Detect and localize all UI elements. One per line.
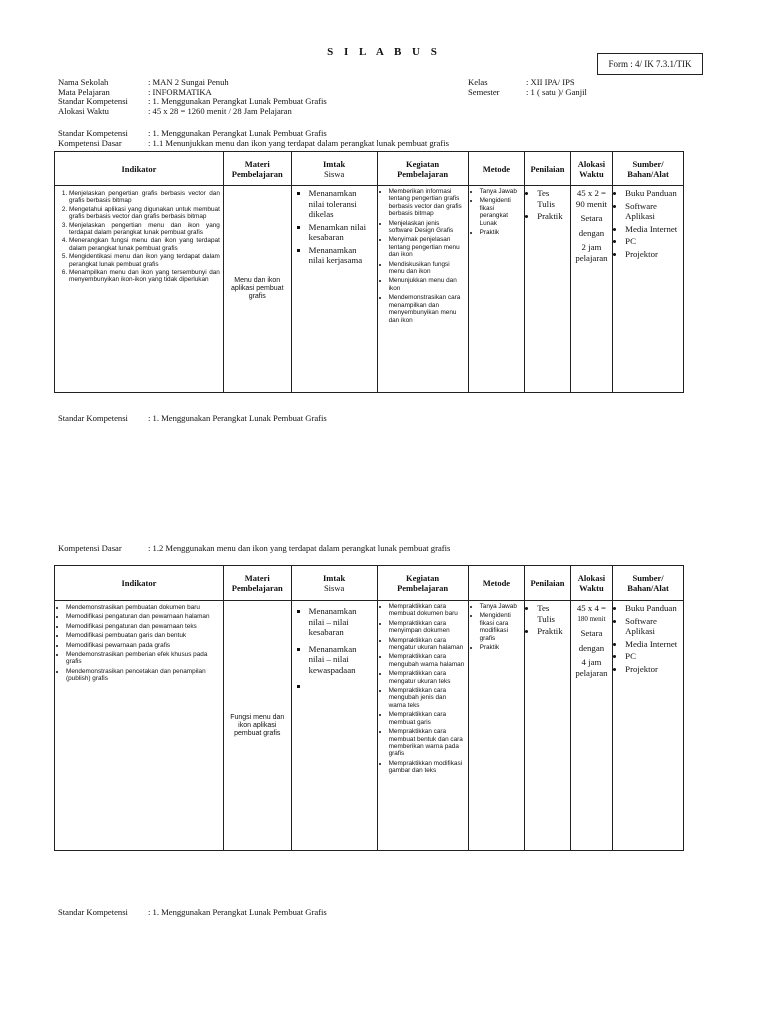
materi-cell: Fungsi menu dan ikon aplikasi pembuat grafis	[223, 601, 291, 851]
imtak-item: ▪ Menanamkan nilai kerjasama	[309, 245, 374, 266]
table2-body-row	[55, 601, 684, 851]
alokasi-line: pelajaran	[575, 667, 608, 678]
penilaian-cell	[525, 186, 571, 393]
penilaian-item: • Tes Tulis	[537, 603, 567, 624]
sumber-item: • PC	[625, 236, 680, 247]
metode-item: • Tanya Jawab	[480, 188, 522, 195]
sk-bottom	[58, 908, 327, 918]
metode-item: • Tanya Jawab	[480, 603, 522, 610]
kegiatan-item: • Menyimak penjelasan tentang pengertian menu dan ikon	[389, 236, 465, 258]
sk-bottom-value: : 1. Menggunakan Perangkat Lunak Pembuat Grafis	[148, 907, 327, 917]
school-info	[58, 78, 327, 116]
alokasi-waktu-label: Alokasi Waktu	[58, 105, 109, 116]
sumber-item: • Media Internet	[625, 224, 680, 235]
imtak-cell	[291, 601, 377, 851]
indikator-item: • Memodifikasi pengaturan dan pewarnaan teks	[66, 623, 220, 630]
penilaian-cell	[525, 601, 571, 851]
sumber-item: • Buku Panduan	[625, 603, 680, 614]
standar-kompetensi-value: : 1. Menggunakan Perangkat Lunak Pembuat Grafis	[148, 96, 327, 107]
materi-cell: Menu dan ikon aplikasi pembuat grafis	[223, 186, 291, 393]
kegiatan-cell	[377, 601, 468, 851]
th-materi: Materi Pembelajaran	[223, 152, 291, 186]
section2-header	[58, 544, 450, 554]
sk-between	[58, 414, 327, 424]
kd1-value: : 1.1 Menunjukkan menu dan ikon yang terdapat dalam perangkat lunak pembuat grafis	[148, 137, 449, 148]
alokasi-line: dengan	[578, 227, 605, 238]
th-alokasi: Alokasi Waktu	[570, 152, 612, 186]
indikator-item: • Mendemonstrasikan pembuatan dokumen baru	[66, 604, 220, 611]
kegiatan-item: • Mempraktikkan cara membuat garis	[389, 711, 465, 726]
imtak-item: ▪ Menanamkan nilai toleransi dikelas	[309, 188, 374, 220]
table2-header-row	[55, 566, 684, 601]
alokasi-line: 45 x 2 =	[576, 188, 607, 198]
sk1-value: : 1. Menggunakan Perangkat Lunak Pembuat Grafis	[148, 128, 327, 138]
th-kegiatan: Kegiatan Pembelajaran	[377, 152, 468, 186]
kegiatan-item: • Mempraktikkan cara mengubah warna halaman	[389, 653, 465, 668]
kegiatan-item: • Mempraktikkan cara mengubah jenis dan warna teks	[389, 687, 465, 709]
imtak-item: ▪ Menanamkan nilai – nilai kesabaran	[309, 606, 374, 638]
metode-cell	[468, 601, 525, 851]
semester-label: Semester	[468, 86, 500, 97]
mata-pelajaran-value: : INFORMATIKA	[148, 86, 212, 97]
alokasi-line: pelajaran	[575, 252, 608, 263]
form-number-box: Form : 4/ IK 7.3.1/TIK	[597, 53, 703, 75]
kegiatan-item: • Mempraktikkan cara membuat dokumen baru	[389, 603, 465, 618]
th-imtak-line1: Imtak	[323, 573, 346, 583]
metode-cell	[468, 186, 525, 393]
kegiatan-item: • Mempraktikkan cara mengatur ukuran halaman	[389, 637, 465, 652]
indikator-item: 2. Mengetahui aplikasi yang digunakan untuk membuat grafis berbasis vector dan grafis berbasis bitmap	[69, 206, 220, 221]
th-imtak-line1: Imtak	[323, 158, 346, 169]
indikator-item: • Mendemonstrasikan pencetakan dan penampilan (publish) grafis	[66, 668, 220, 683]
th-sumber: Sumber/ Bahan/Alat	[613, 566, 684, 601]
indikator-item: • Memodifikasi pembuatan garis dan bentuk	[66, 632, 220, 639]
kelas-value: : XII IPA/ IPS	[526, 77, 575, 87]
indikator-item: 1. Menjelaskan pengertian grafis berbasis vector dan grafis berbasis bitmap	[69, 190, 220, 205]
alokasi-line: Setara	[580, 213, 603, 223]
alokasi-cell	[570, 601, 612, 851]
sumber-item: • Buku Panduan	[625, 188, 680, 199]
kegiatan-cell	[377, 186, 468, 393]
indikator-cell	[55, 186, 224, 393]
metode-item: • Praktik	[480, 229, 522, 236]
imtak-item: ▪ Menamkan nilai kesabaran	[309, 222, 374, 243]
metode-item: • Mengidenti fikasi cara modifikasi grafis	[480, 612, 522, 642]
sumber-item: • Media Internet	[625, 639, 680, 650]
kd2-label: Kompetensi Dasar	[58, 543, 122, 553]
penilaian-item: • Praktik	[537, 211, 567, 222]
alokasi-line: 45 x 4 =	[576, 603, 607, 613]
kegiatan-item: • Mempraktikkan cara mengatur ukuran teks	[389, 670, 465, 685]
indikator-item: • Mendemonstrasikan pemberian efek khusus pada grafis	[66, 651, 220, 666]
table1-header-row	[55, 152, 684, 186]
kegiatan-item: • Mempraktikkan cara menyimpan dokumen	[389, 620, 465, 635]
th-alokasi: Alokasi Waktu	[570, 566, 612, 601]
indikator-item: 6. Menampilkan menu dan ikon yang tersembunyi dan menyembunyikan ikon-ikon yang tidak diperlukan	[69, 269, 220, 284]
standar-kompetensi-label: Standar Kompetensi	[58, 96, 128, 107]
alokasi-line: Setara	[580, 628, 603, 638]
sumber-item: • Software Aplikasi	[625, 201, 680, 222]
kegiatan-item: • Mendemonstrasikan cara menampilkan dan menyembunyikan menu dan ikon	[389, 294, 465, 324]
alokasi-line: dengan	[578, 642, 605, 653]
indikator-cell	[55, 601, 224, 851]
nama-sekolah-value: : MAN 2 Sungai Penuh	[148, 77, 229, 87]
syllabus-table-1	[54, 151, 684, 393]
indikator-item: • Memodifikasi pewarnaan pada grafis	[66, 642, 220, 649]
sumber-item: • PC	[625, 651, 680, 662]
th-penilaian: Penilaian	[525, 566, 571, 601]
section1-header	[58, 129, 449, 148]
mata-pelajaran-label: Mata Pelajaran	[58, 86, 110, 97]
kelas-label: Kelas	[468, 77, 488, 87]
indikator-item: • Memodifikasi pengaturan dan pewarnaan halaman	[66, 613, 220, 620]
kegiatan-item: • Menjelaskan jenis software Design Grafis	[389, 220, 465, 235]
alokasi-waktu-value: : 45 x 28 = 1260 menit / 28 Jam Pelajaran	[148, 105, 292, 116]
sumber-cell	[613, 186, 684, 393]
metode-item: • Praktik	[480, 644, 522, 651]
th-materi: Materi Pembelajaran	[223, 566, 291, 601]
penilaian-item: • Tes Tulis	[537, 188, 567, 209]
th-penilaian: Penilaian	[525, 152, 571, 186]
alokasi-line: 90 menit	[575, 198, 607, 209]
syllabus-table-2	[54, 565, 684, 851]
imtak-cell	[291, 186, 377, 393]
sk-between-value: : 1. Menggunakan Perangkat Lunak Pembuat Grafis	[148, 413, 327, 423]
th-imtak-line2: Siswa	[323, 168, 345, 179]
th-imtak-line2: Siswa	[323, 583, 345, 593]
indikator-item: 5. Mengidentikasi menu dan ikon yang terdapat dalam perangkat lunak pembuat grafis	[69, 253, 220, 268]
sumber-cell	[613, 601, 684, 851]
kegiatan-item: • Memberikan informasi tentang pengertian grafis berbasis vector dan grafis berbasis bitmap	[389, 188, 465, 218]
alokasi-line: 4 jam	[581, 657, 602, 667]
kd1-label: Kompetensi Dasar	[58, 137, 122, 148]
th-kegiatan: Kegiatan Pembelajaran	[377, 566, 468, 601]
sumber-item: • Projektor	[625, 249, 680, 260]
sk1-label: Standar Kompetensi	[58, 128, 128, 138]
nama-sekolah-label: Nama Sekolah	[58, 77, 109, 87]
kegiatan-item: • Mempraktikkan cara membuat bentuk dan cara memberikan warna pada grafis	[389, 728, 465, 758]
indikator-item: 3. Menjelaskan pengertian menu dan ikon yang terdapat dalam perangkat lunak pembuat grafis	[69, 222, 220, 237]
kd2-value: : 1.2 Menggunakan menu dan ikon yang terdapat dalam perangkat lunak pembuat grafis	[148, 543, 451, 553]
class-info	[468, 78, 587, 97]
alokasi-cell	[570, 186, 612, 393]
th-metode: Metode	[468, 152, 525, 186]
imtak-item: ▪ Menanamkan nilai – nilai kewaspadaan	[309, 644, 374, 676]
semester-value: : 1 ( satu )/ Ganjil	[526, 86, 587, 97]
th-indikator: Indikator	[55, 566, 224, 601]
sumber-item: • Projektor	[625, 664, 680, 675]
alokasi-line: 2 jam	[581, 242, 602, 252]
kegiatan-item: • Mendiskusikan fungsi menu dan ikon	[389, 261, 465, 276]
th-imtak	[291, 152, 377, 186]
kegiatan-item: • Mempraktikkan modifikasi gambar dan teks	[389, 760, 465, 775]
th-metode: Metode	[468, 566, 525, 601]
table1-body-row	[55, 186, 684, 393]
kegiatan-item: • Menunjukkan menu dan ikon	[389, 277, 465, 292]
page-title: S I L A B U S	[327, 46, 441, 58]
penilaian-item: • Praktik	[537, 626, 567, 637]
th-indikator: Indikator	[55, 152, 224, 186]
metode-item: • Mengidenti fikasi perangkat Lunak	[480, 197, 522, 227]
indikator-item: 4. Menerangkan fungsi menu dan ikon yang terdapat dalam perangkat lunak pembuat grafis	[69, 237, 220, 252]
th-imtak	[291, 566, 377, 601]
alokasi-line: 180 menit	[577, 614, 606, 623]
th-sumber: Sumber/ Bahan/Alat	[613, 152, 684, 186]
sk-bottom-label: Standar Kompetensi	[58, 907, 128, 917]
sk-between-label: Standar Kompetensi	[58, 413, 128, 423]
imtak-item	[309, 681, 374, 692]
sumber-item: • Software Aplikasi	[625, 616, 680, 637]
